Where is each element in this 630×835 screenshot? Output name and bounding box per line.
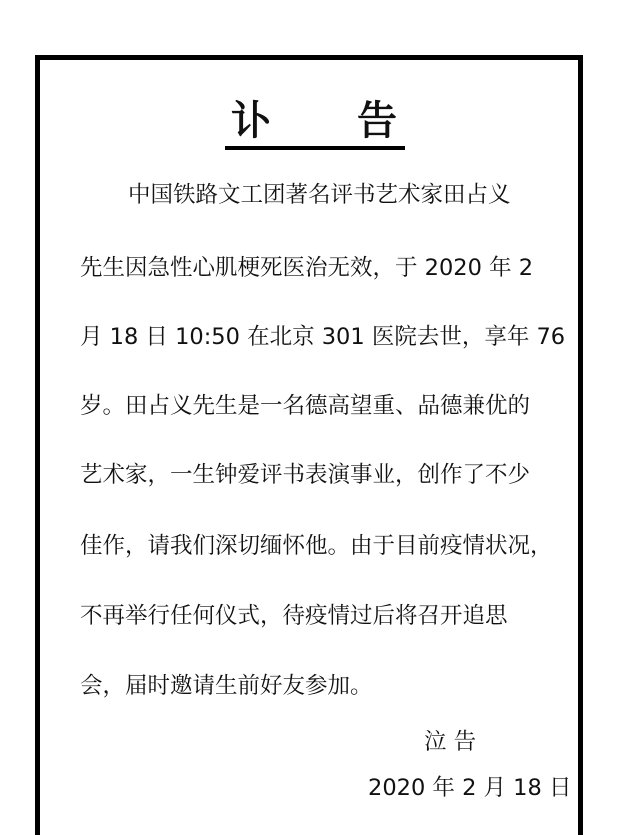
notice-title-wrap xyxy=(0,98,630,150)
notice-title: 讣 告 xyxy=(225,98,405,150)
notice-line-3: 月 18 日 10:50 在北京 301 医院去世，享年 76 xyxy=(80,324,566,350)
notice-line-4: 岁。田占义先生是一名德高望重、品德兼优的 xyxy=(80,393,531,419)
notice-line-8: 会，届时邀请生前好友参加。 xyxy=(80,673,373,699)
notice-border xyxy=(35,55,583,835)
notice-line-7: 不再举行任何仪式，待疫情过后将召开追思 xyxy=(80,603,508,629)
notice-line-1: 中国铁路文工团著名评书艺术家田占义 xyxy=(128,182,511,208)
notice-date: 2020 年 2 月 18 日 xyxy=(368,775,572,801)
notice-line-6: 佳作，请我们深切缅怀他。由于目前疫情状况， xyxy=(80,533,553,559)
notice-line-2: 先生因急性心肌梗死医治无效，于 2020 年 2 xyxy=(80,255,534,281)
notice-signature: 泣 告 xyxy=(424,729,477,755)
notice-line-5: 艺术家，一生钟爱评书表演事业，创作了不少 xyxy=(80,462,531,488)
